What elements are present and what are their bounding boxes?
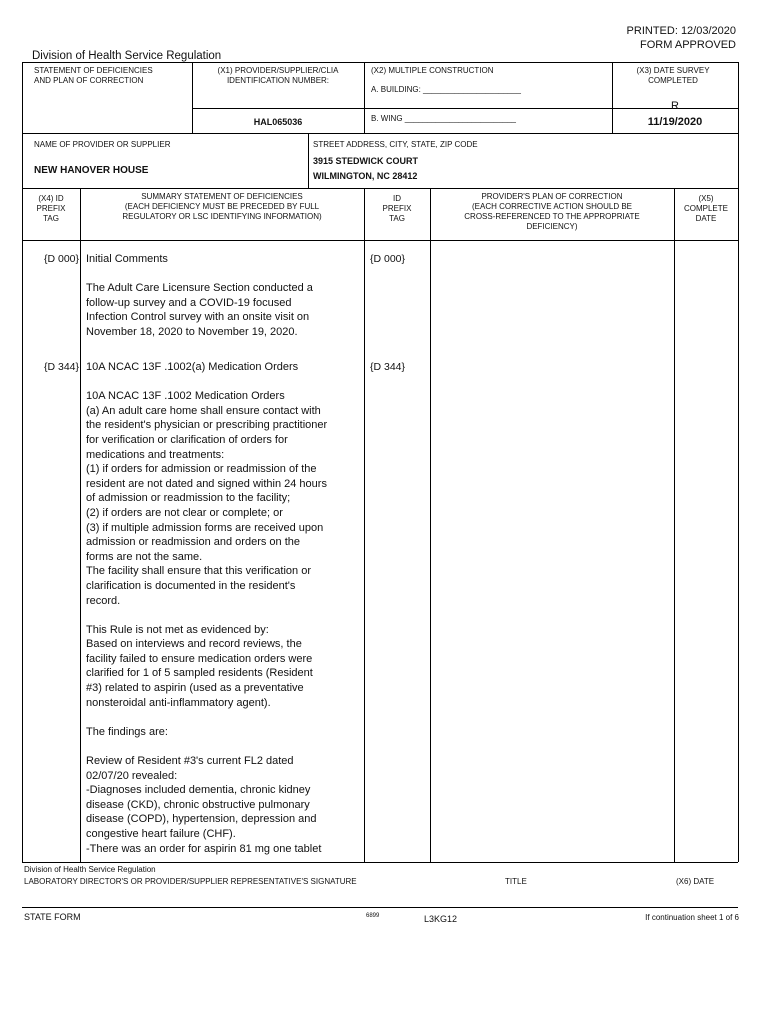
x1-label: (X1) PROVIDER/SUPPLIER/CLIA IDENTIFICATION NUMBER: (217, 66, 339, 85)
col-summary-header: SUMMARY STATEMENT OF DEFICIENCIES (EACH DEFICIENCY MUST BE PRECEDED BY FULL REGULATORY OR LSC IDENTIFYING INFORMATION) (122, 192, 322, 221)
x3-label: (X3) DATE SURVEY COMPLETED (636, 66, 710, 85)
state-form-label: STATE FORM (24, 912, 81, 922)
x3-r: R (671, 100, 679, 112)
address-label: STREET ADDRESS, CITY, STATE, ZIP CODE (313, 140, 478, 149)
address-line2: WILMINGTON, NC 28412 (313, 171, 418, 181)
col-plan-header: PROVIDER'S PLAN OF CORRECTION (EACH CORRECTIVE ACTION SHOULD BE CROSS-REFERENCED TO THE APPROPRIATE DEFICIENCY) (464, 192, 640, 231)
title-label: TITLE (505, 877, 527, 886)
wing-label: B. WING _________________________ (371, 114, 517, 123)
form-approved: FORM APPROVED (640, 39, 736, 51)
printed-date: PRINTED: 12/03/2020 (626, 25, 736, 37)
statement-label: STATEMENT OF DEFICIENCIES AND PLAN OF CORRECTION (34, 66, 153, 85)
entry-id-tag: {D 000} (370, 253, 406, 265)
entry-id-tag: {D 344} (370, 361, 406, 373)
x2-label: (X2) MULTIPLE CONSTRUCTION (371, 66, 494, 75)
signature-label: LABORATORY DIRECTOR'S OR PROVIDER/SUPPLIER REPRESENTATIVE'S SIGNATURE (24, 877, 357, 886)
provider-name: NEW HANOVER HOUSE (34, 165, 149, 176)
continuation-sheet: If continuation sheet 1 of 6 (645, 913, 739, 922)
entry-text: Initial Comments The Adult Care Licensure Section conducted a follow-up survey and a COVID-19 focused Infection Control survey with an onsite visit on November 18, 2020 to November 19, 2020. (86, 253, 313, 338)
col-id-header: ID PREFIX TAG (382, 194, 412, 223)
col-x4-header: (X4) ID PREFIX TAG (36, 194, 66, 223)
entry-tag: {D 344} (44, 361, 80, 373)
x6-date-label: (X6) DATE (676, 877, 715, 886)
form-code: 6899 (366, 913, 380, 919)
entry-tag: {D 000} (44, 253, 80, 265)
x1-value: HAL065036 (253, 117, 303, 127)
footer-division: Division of Health Service Regulation (24, 865, 156, 874)
col-x5-header: (X5) COMPLETE DATE (683, 194, 728, 223)
provider-name-label: NAME OF PROVIDER OR SUPPLIER (34, 140, 171, 149)
event-id: L3KG12 (424, 914, 458, 924)
address-line1: 3915 STEDWICK COURT (313, 156, 419, 166)
x3-date: 11/19/2020 (647, 116, 703, 128)
building-label: A. BUILDING: ______________________ (371, 85, 521, 94)
entry-text: 10A NCAC 13F .1002(a) Medication Orders 10A NCAC 13F .1002 Medication Orders (a) An adult care home shall ensure contact with the resident's physician or prescribing practitioner for verification or clarification of orders for medications and treatments: (1) if orders for admission or readmission of the resident are not dated and signed within 24 hours of admission or readmission to the facility; (2) if orders are not clear or complete; or (3) if multiple admission forms are received upon admission or readmission and orders on the forms are not the same. The facility shall ensure that this verification or clarification is documented in the resident's record. This Rule is not met as evidenced by: Based on interviews and record reviews, the facility failed to ensure medication orders were clarified for 1 of 5 sampled residents (Resident #3) related to aspirin (used as a preventative nonsteroidal anti-inflammatory agent). The findings are: Review of Resident #3's current FL2 dated 02/07/20 revealed: -Diagnoses included dementia, chronic kidney disease (CKD), chronic obstructive pulmonary disease (COPD), hypertension, depression and congestive heart failure (CHF). -There was an order for aspirin 81 mg one tablet (86, 361, 328, 855)
division-title: Division of Health Service Regulation (32, 50, 222, 62)
